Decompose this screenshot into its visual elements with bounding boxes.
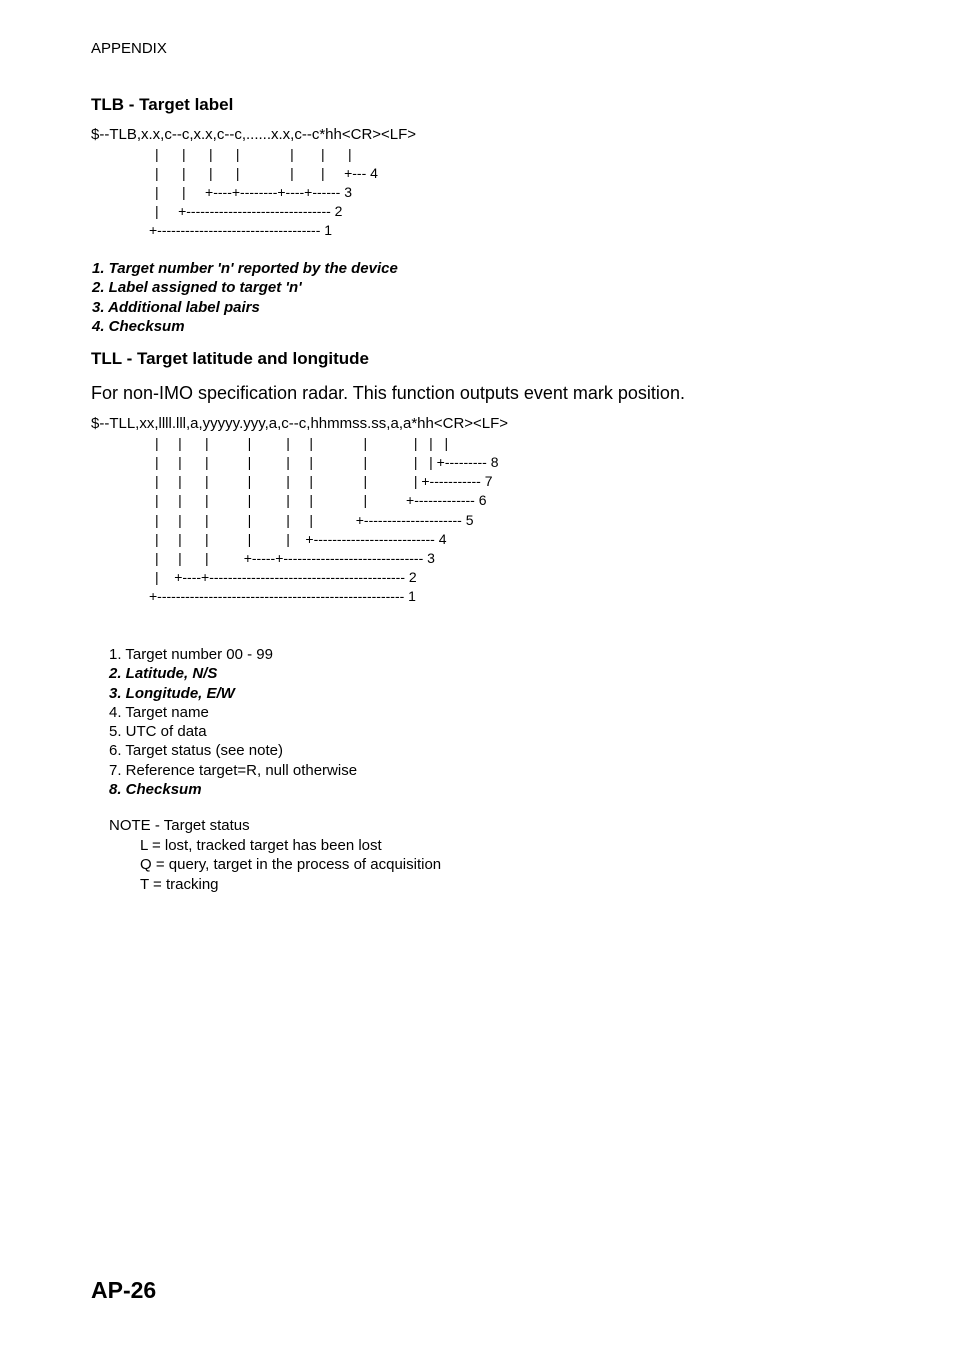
tll-diagram-line: | | | | | | +--------------------- 5 (155, 512, 474, 528)
tll-field-list (109, 645, 357, 799)
tlb-diagram-line: | +------------------------------- 2 (155, 203, 343, 219)
list-item: 5. UTC of data (109, 723, 207, 741)
list-item: 4. Target name (109, 703, 209, 721)
list-item: 2. Label assigned to target 'n' (92, 279, 302, 297)
list-item: 8. Checksum (109, 781, 202, 799)
list-item: 1. Target number 'n' reported by the device (92, 260, 398, 277)
tll-diagram-line: | +----+------------------------------------------ 2 (155, 569, 417, 585)
tll-diagram-line: | | | | | | | | | +--------- 8 (155, 454, 499, 470)
tll-sentence: $--TLL,xx,llll.lll,a,yyyyy.yyy,a,c--c,hhmmss.ss,a,a*hh<CR><LF> (91, 415, 509, 432)
tll-diagram-line: | | | | | +-------------------------- 4 (155, 531, 447, 547)
list-item: 3. Additional label pairs (92, 298, 260, 316)
tll-diagram-line: | | | | | | | | | | (155, 435, 449, 451)
tlb-diagram-line: | | +----+--------+----+------ 3 (155, 184, 353, 200)
tlb-title: TLB - Target label (91, 95, 234, 114)
target-status-note (109, 816, 441, 894)
tll-diagram-line: | | | | | | | +------------- 6 (155, 492, 487, 508)
list-item: 2. Latitude, N/S (109, 665, 218, 683)
list-item: 1. Target number 00 - 99 (109, 646, 273, 663)
list-item: 4. Checksum (92, 317, 185, 335)
note-entry: L = lost, tracked target has been lost (140, 836, 382, 854)
tll-title: TLL - Target latitude and longitude (91, 349, 369, 368)
tlb-diagram-line: | | | | | | +--- 4 (155, 165, 378, 181)
tll-intro: For non-IMO specification radar. This function outputs event mark position. (91, 383, 685, 403)
list-item: 6. Target status (see note) (109, 742, 283, 760)
list-item: 7. Reference target=R, null otherwise (109, 761, 358, 779)
running-header: APPENDIX (91, 40, 167, 57)
tlb-diagram-line: | | | | | | | (155, 146, 352, 162)
tlb-field-list (92, 259, 398, 336)
tlb-sentence: $--TLB,x.x,c--c,x.x,c--c,......x.x,c--c*hh<CR><LF> (91, 126, 417, 143)
note-entry: Q = query, target in the process of acquisition (140, 856, 442, 873)
tlb-diagram-line: +----------------------------------- 1 (149, 222, 333, 238)
note-entry: T = tracking (140, 875, 219, 893)
page-number: AP-26 (91, 1277, 157, 1303)
tll-diagram-line: +----------------------------------------------------- 1 (149, 588, 416, 604)
note-title: NOTE - Target status (109, 817, 250, 834)
list-item: 3. Longitude, E/W (109, 684, 235, 702)
tll-diagram-line: | | | | | | | | +----------- 7 (155, 473, 493, 489)
tll-diagram-line: | | | +-----+------------------------------ 3 (155, 550, 435, 566)
